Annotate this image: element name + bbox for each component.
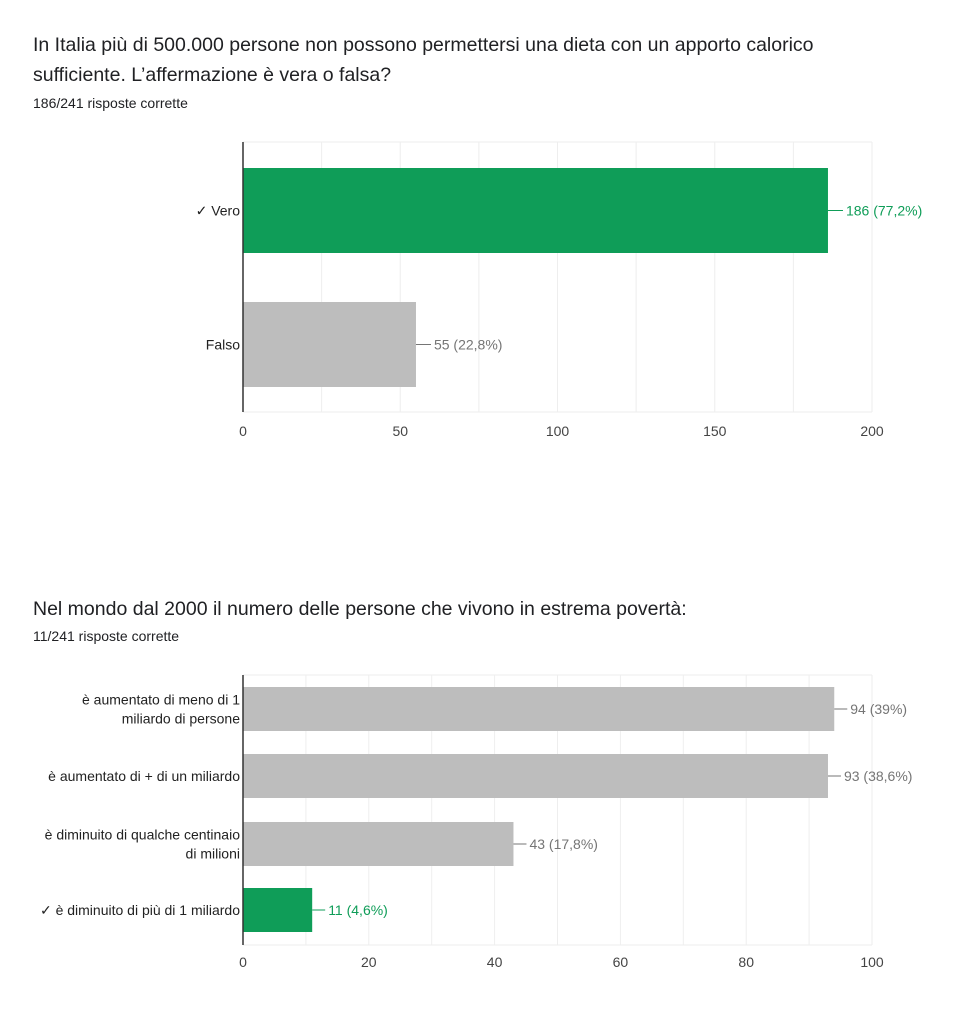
x-tick-label: 200 [860, 423, 884, 439]
x-tick-label: 80 [738, 954, 754, 970]
x-tick-label: 40 [486, 954, 503, 970]
data-label: 94 (39%) [850, 701, 908, 717]
data-label: 11 (4,6%) [328, 902, 388, 918]
x-tick-label: 150 [703, 423, 727, 439]
x-tick-label: 60 [612, 954, 629, 970]
category-label: ✓ è diminuito di più di 1 miliardo [39, 902, 240, 918]
x-tick-label: 100 [860, 954, 884, 970]
category-label: miliardo di persone [121, 710, 240, 727]
x-tick-label: 50 [392, 423, 409, 439]
bar [243, 302, 416, 387]
category-label: ✓ Vero [195, 202, 240, 219]
bar [243, 754, 828, 798]
x-tick-label: 100 [545, 423, 570, 439]
question-2-title [33, 594, 933, 624]
x-tick-label: 0 [239, 423, 247, 439]
question-2-chart [0, 665, 969, 995]
question-1-title-line1: In Italia più di 500.000 persone non possono permettersi una dieta con un apporto calorico [33, 34, 814, 56]
category-label: di milioni [185, 845, 240, 862]
question-2-title-line1: Nel mondo dal 2000 il numero delle persone che vivono in estrema povertà: [33, 598, 687, 620]
question-1-score: 186/241 risposte corrette [33, 95, 188, 111]
data-label: 55 (22,8%) [433, 336, 503, 353]
bar [243, 168, 828, 253]
x-tick-label: 20 [361, 954, 377, 970]
question-2-score: 11/241 risposte corrette [33, 628, 180, 644]
question-1-chart [0, 130, 969, 470]
bar [243, 822, 513, 866]
x-tick-label: 0 [239, 954, 247, 970]
question-1-title [33, 30, 933, 90]
bar [243, 888, 312, 932]
category-label: è aumentato di meno di 1 [82, 691, 240, 708]
data-label: 93 (38,6%) [843, 768, 913, 784]
data-label: 43 (17,8%) [529, 836, 598, 852]
category-label: Falso [205, 336, 240, 353]
data-label: 186 (77,2%) [845, 202, 923, 219]
bar [243, 687, 834, 731]
category-label: è diminuito di qualche centinaio [44, 826, 240, 843]
category-label: è aumentato di + di un miliardo [48, 768, 240, 784]
question-1-title-line2: sufficiente. L’affermazione è vera o falsa? [33, 64, 392, 86]
